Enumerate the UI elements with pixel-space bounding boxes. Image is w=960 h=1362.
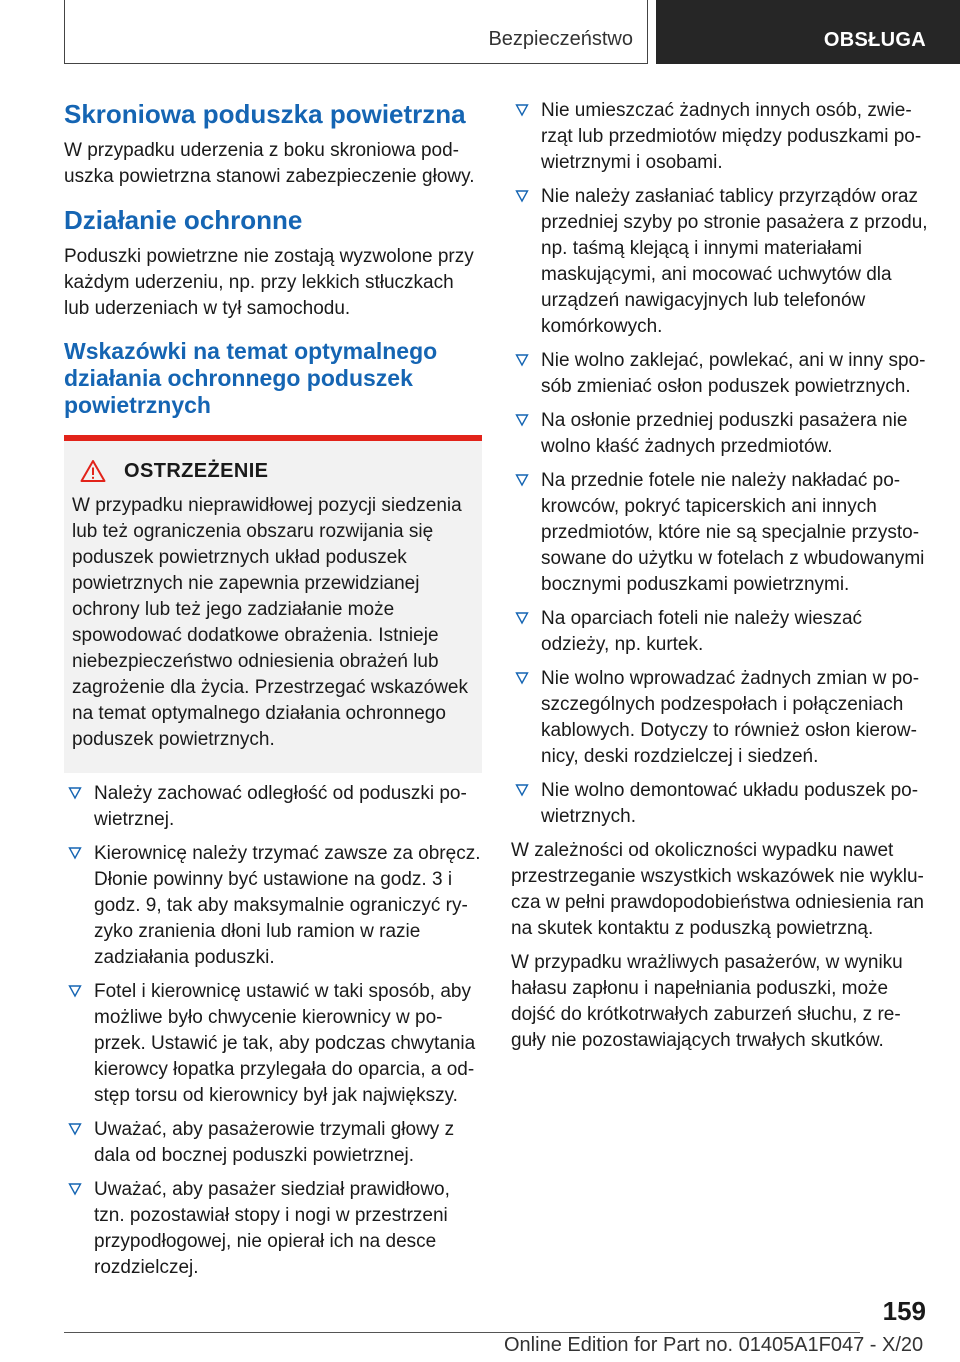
footer-divider bbox=[64, 1332, 860, 1333]
bullet-triangle-icon bbox=[68, 1182, 82, 1196]
page-number: 159 bbox=[882, 1296, 926, 1326]
bullet-triangle-icon bbox=[515, 611, 529, 625]
right-bullet-list bbox=[511, 98, 929, 830]
bullet-triangle-icon bbox=[68, 786, 82, 800]
paragraph-protection: Poduszki powietrzne nie zostają wyzwolone przy każdym uderzeniu, np. przy lekkich stłuczkach lub uderzeniach w tył samochodu. bbox=[64, 246, 474, 319]
list-item: Uważać, aby pasażerowie trzymali głowy z dala od bocznej poduszki powietrznej. bbox=[64, 1117, 482, 1169]
bullet-triangle-icon bbox=[515, 103, 529, 117]
list-item: Na oparciach foteli nie należy wieszać odzieży, np. kurtek. bbox=[511, 606, 929, 658]
list-item: Nie umieszczać żadnych innych osób, zwierząt lub przedmiotów między poduszkami powietrznymi i osobami. bbox=[511, 98, 929, 176]
heading-protection: Działanie ochronne bbox=[64, 205, 303, 235]
header-chapter-label: OBSŁUGA bbox=[823, 29, 926, 51]
list-item: Uważać, aby pasażer siedział prawidłowo, tzn. pozostawiał stopy i nogi w przestrzeni przypodłogowej, nie opierał ich na desce rozdzielczej. bbox=[64, 1177, 482, 1281]
bullet-triangle-icon bbox=[515, 413, 529, 427]
bullet-triangle-icon bbox=[515, 353, 529, 367]
warning-title: OSTRZEŻENIE bbox=[124, 459, 269, 482]
right-column bbox=[511, 98, 929, 1062]
footer-edition: Online Edition for Part no. 01405A1F047 - X/20 bbox=[504, 1334, 924, 1356]
heading-side-airbag: Skroniowa poduszka powietrzna bbox=[64, 99, 466, 129]
list-item: Nie wolno zaklejać, powlekać, ani w inny sposób zmieniać osłon poduszek powietrznych. bbox=[511, 348, 929, 400]
bullet-triangle-icon bbox=[515, 189, 529, 203]
list-item: Fotel i kierownicę ustawić w taki sposób, aby możliwe było chwycenie kierownicy w poprzek. Ustawić je tak, aby podczas chwytania kierowcy łopatka przylegała do oparcia, a odstęp torsu od kierownicy był jak największy. bbox=[64, 979, 482, 1109]
paragraph-note-hearing: W przypadku wrażliwych pasażerów, w wyniku hałasu zapłonu i napełniania poduszki, może dojść do krótkotrwałych zaburzeń słuchu, z reguły nie pozostawiających trwałych skutków. bbox=[511, 952, 903, 1051]
list-item: Nie należy zasłaniać tablicy przyrządów oraz przedniej szyby po stronie pasażera z przodu, np. taśmą klejącą i innymi materiałami maskującymi, ani mocować uchwytów dla urządzeń nawigacyjnych lub telefonów komórkowych. bbox=[511, 184, 929, 340]
heading-tips: Wskazówki na temat optymalnego działania ochronnego poduszek powietrznych bbox=[64, 338, 438, 418]
left-bullet-list bbox=[64, 781, 482, 1281]
list-item: Na osłonie przedniej poduszki pasażera nie wolno kłaść żadnych przedmiotów. bbox=[511, 408, 929, 460]
header-chapter-tab bbox=[656, 0, 960, 64]
list-item: Należy zachować odległość od poduszki powietrznej. bbox=[64, 781, 482, 833]
warning-title-row bbox=[72, 459, 474, 483]
bullet-triangle-icon bbox=[68, 1122, 82, 1136]
warning-triangle-icon bbox=[80, 459, 106, 483]
list-item: Nie wolno demontować układu poduszek powietrznych. bbox=[511, 778, 929, 830]
list-item: Na przednie fotele nie należy nakładać pokrowców, pokryć tapicerskich ani innych przedmiotów, które nie są specjalnie przystosowane do użytku w fotelach z wbudowanymi bocznymi poduszkami powietrznymi. bbox=[511, 468, 929, 598]
paragraph-note-accident: W zależności od okoliczności wypadku nawet przestrzeganie wszystkich wskazówek nie wyklucza w pełni prawdopodobieństwa odniesienia ran na skutek kontaktu z poduszką powietrzną. bbox=[511, 840, 924, 939]
list-item: Kierownicę należy trzymać zawsze za obręcz. Dłonie powinny być ustawione na godz. 3 i godz. 9, tak aby maksymalnie ograniczyć ryzyko zranienia dłoni lub ramion w razie zadziałania poduszki. bbox=[64, 841, 482, 971]
bullet-triangle-icon bbox=[515, 473, 529, 487]
left-column bbox=[64, 98, 482, 1289]
warning-box bbox=[64, 435, 482, 773]
bullet-triangle-icon bbox=[515, 783, 529, 797]
list-item: Nie wolno wprowadzać żadnych zmian w poszczególnych podzespołach i połączeniach kablowych. Dotyczy to również osłon kierownicy, deski rozdzielczej i siedzeń. bbox=[511, 666, 929, 770]
paragraph-side-airbag: W przypadku uderzenia z boku skroniowa poduszka powietrzna stanowi zabezpieczenie głowy. bbox=[64, 140, 475, 187]
bullet-triangle-icon bbox=[68, 846, 82, 860]
bullet-triangle-icon bbox=[515, 671, 529, 685]
header-section-tab bbox=[64, 0, 648, 64]
header-section-label: Bezpieczeństwo bbox=[488, 28, 633, 50]
warning-text: W przypadku nieprawidłowej pozycji siedzenia lub też ograniczenia obszaru rozwijania się poduszek powietrznych układ poduszek powietrznych nie zapewnia przewidzianej ochrony lub też jego zadziałanie może spowodować dodatkowe obrażenia. Istnieje niebezpieczeństwo odniesienia obrażeń lub zagrożenie dla życia. Przestrzegać wskazówek na temat optymalnego działania ochronnego poduszek powietrznych. bbox=[72, 495, 469, 750]
bullet-triangle-icon bbox=[68, 984, 82, 998]
